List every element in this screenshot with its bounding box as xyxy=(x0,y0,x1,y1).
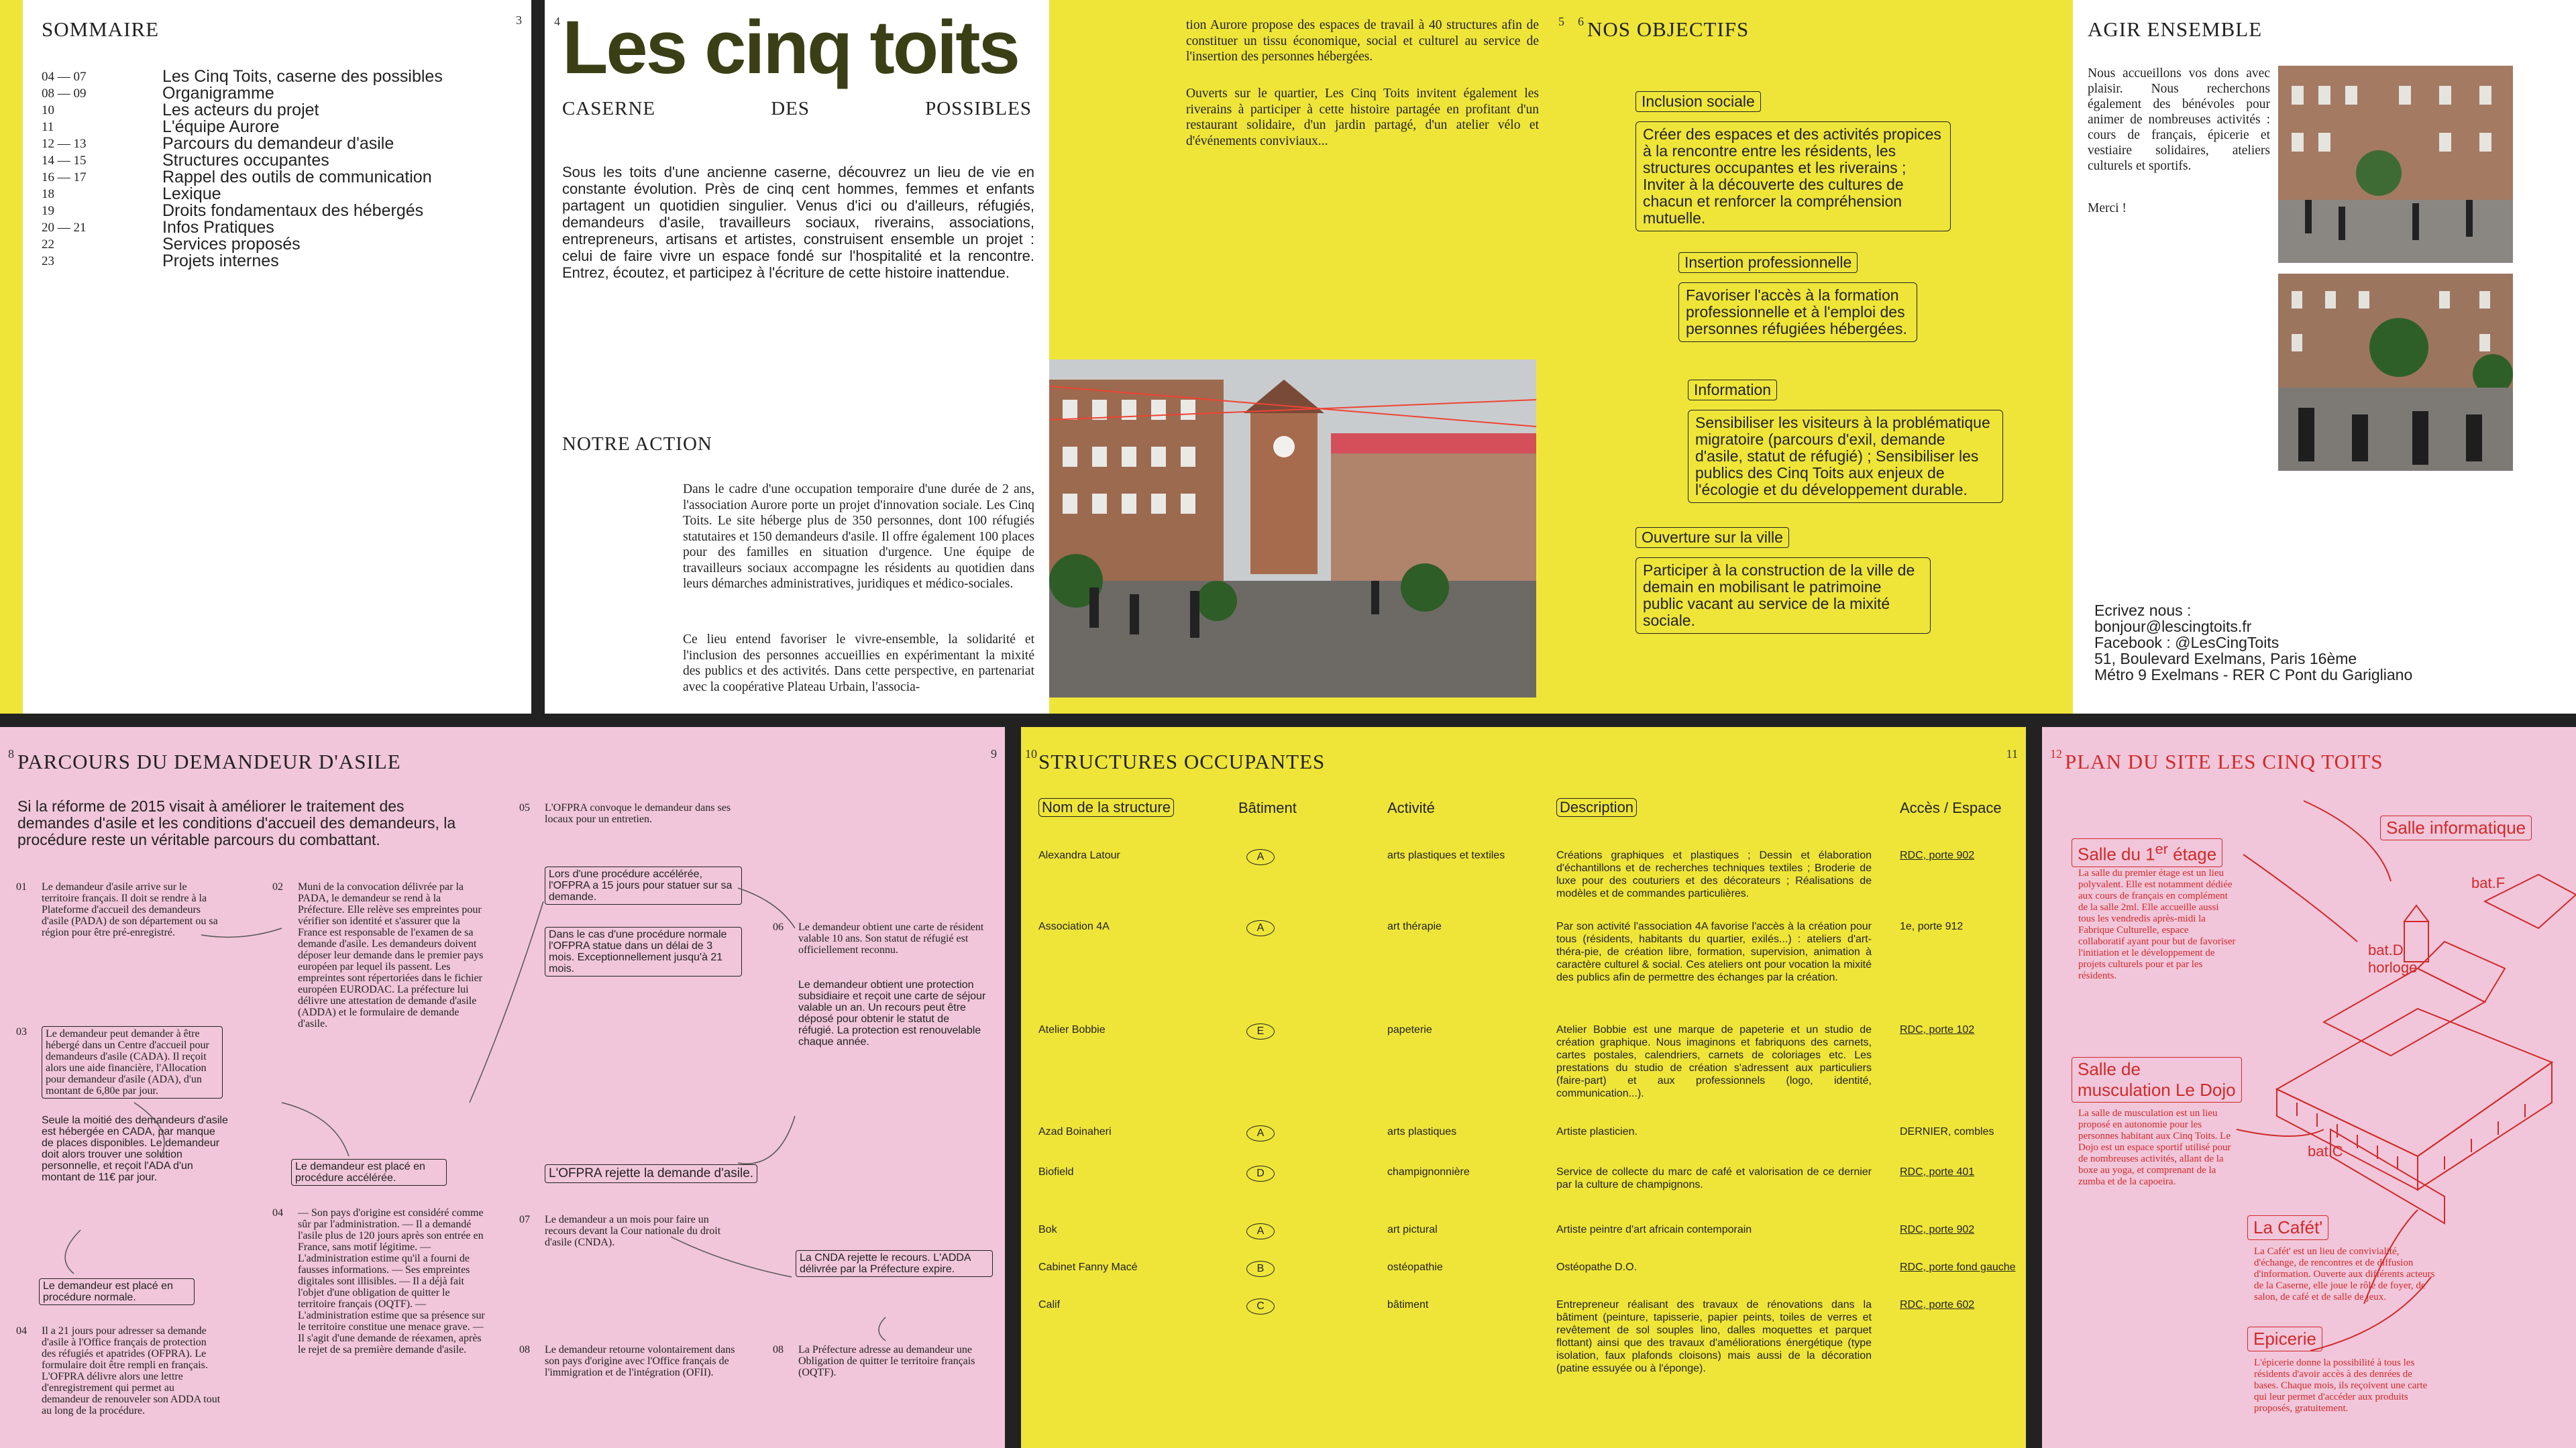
tag-musculation: Salle de musculation Le Dojo xyxy=(2072,1057,2242,1103)
structure-acces: DERNIER, combles xyxy=(1900,1126,1994,1137)
structure-batiment: A xyxy=(1246,1125,1275,1141)
epicerie-text: L'épicerie donne la possibilité à tous les résidents d'avoir accès à des denrées de bases. Chaque mois, ils reçoivent une carte qui leur permet d'accéder aux produits proposés, gratuitement. xyxy=(2254,1357,2428,1414)
toc-label: Organigramme xyxy=(162,84,274,103)
structure-name: Azad Boinaheri xyxy=(1038,1126,1112,1137)
structure-batiment: A xyxy=(1246,920,1275,936)
step-text: Le demandeur a un mois pour faire un recours devant la Cour nationale du droit d'asile (CNDA). xyxy=(545,1214,721,1248)
header-nom: Nom de la structure xyxy=(1038,798,1174,817)
structure-name: Association 4A xyxy=(1038,921,1110,932)
ofpra-rejet: L'OFPRA rejette la demande d'asile. xyxy=(545,1164,757,1183)
structure-activite: ostéopathie xyxy=(1387,1262,1443,1273)
action-paragraph-2: Ce lieu entend favoriser le vivre-ensemble, la solidarité et l'inclusion des personnes accueillies en expérimentant la mixité des publics et des activités. Dans cette perspective, en partenariat avec la coopérative Plateau Urbain, l'associa- xyxy=(683,632,1034,694)
toc-label: Les Cinq Toits, caserne des possibles xyxy=(162,67,443,86)
structure-description: Artiste plasticien. xyxy=(1556,1126,1638,1137)
structure-acces: RDC, porte 902 xyxy=(1900,1224,1975,1235)
step-05: 05 L'OFPRA convoque le demandeur dans ses locaux pour un entretien. xyxy=(519,802,731,825)
structure-acces: 1e, porte 912 xyxy=(1900,921,1964,932)
toc-item[interactable] xyxy=(42,203,511,219)
contact-email[interactable]: bonjour@lescingtoits.fr xyxy=(2094,618,2252,635)
toc-item[interactable] xyxy=(42,102,511,119)
structure-batiment: C xyxy=(1246,1298,1275,1315)
objective-information xyxy=(1688,380,2003,503)
structure-acces: RDC, porte 902 xyxy=(1900,850,1975,861)
page-sommaire xyxy=(0,0,531,714)
structure-name: Cabinet Fanny Macé xyxy=(1038,1262,1138,1273)
agir-text: Nous accueillons vos dons avec plaisir. Nous recherchons également des bénévoles pour animer de nombreuses activités : cours de français, épicerie et vestiaire solidaires, ateliers culturels et sportifs. xyxy=(2088,66,2270,173)
toc-label: Structures occupantes xyxy=(162,151,329,170)
step-03: 03 Le demandeur peut demander à être hébergé dans un Centre d'accueil pour demandeurs d'asile (CADA). Il reçoit alors une aide financière, l'Allocation pour demandeur d'asile (ADA), d'un montant de 6,80e par jour. xyxy=(42,1026,223,1099)
subtitle-word: DES xyxy=(771,98,810,119)
structure-acces: RDC, porte 102 xyxy=(1900,1024,1975,1036)
page-number: 11 xyxy=(2006,747,2018,761)
page-number: 5 xyxy=(1558,15,1564,28)
objective-tag: Inclusion sociale xyxy=(1635,91,1761,112)
structure-batiment: D xyxy=(1246,1166,1275,1182)
objective-text: Sensibiliser les visiteurs à la problématique migratoire (parcours d'exil, demande d'asile, statut de réfugié) ; Sensibiliser les publics des Cinq Toits aux enjeux de l'écologie et du développement durable. xyxy=(1688,410,2003,503)
musculation-text: La salle de musculation est un lieu proposé en autonomie pour les personnes habitant aux Cinq Toits. Le Dojo est un espace sportif utilisé pour de nombreuses activités, allant de la boxe au yoga, et comprenant de la zumba et de la capoeira. xyxy=(2078,1108,2231,1187)
structure-activite: art thérapie xyxy=(1387,921,1442,932)
structure-description: Artiste peintre d'art africain contemporain xyxy=(1556,1224,1752,1235)
header-description: Description xyxy=(1556,798,1637,817)
step-text: Le demandeur retourne volontairement dans son pays d'origine avec l'Office français de l'immigration et de l'intégration (OFII). xyxy=(545,1344,735,1378)
page-cover xyxy=(545,0,1049,714)
toc-page-range: 08 — 09 xyxy=(42,87,87,101)
step-06: 06 Le demandeur obtient une carte de résident valable 10 ans. Son statut de réfugié est officiellement reconnu. xyxy=(773,922,984,956)
toc-item[interactable] xyxy=(42,85,511,102)
step-01: 01 Le demandeur d'asile arrive sur le territoire français. Il doit se rendre à la Plateforme d'accueil des demandeurs d'asile (PADA) de son département ou sa région pour être pré-enregistré. xyxy=(16,881,218,938)
page-plan xyxy=(2042,727,2576,1448)
structure-name: Calif xyxy=(1038,1299,1061,1311)
toc-page-range: 23 xyxy=(42,254,54,268)
toc-label: L'équipe Aurore xyxy=(162,117,280,136)
structure-activite: champignonnière xyxy=(1387,1166,1470,1178)
structure-name: Atelier Bobbie xyxy=(1038,1024,1106,1036)
tag-salle-etage: Salle du 1er étage xyxy=(2072,838,2222,867)
action-title: NOTRE ACTION xyxy=(562,433,712,455)
page-parcours xyxy=(0,727,1005,1448)
procedure-acceleree: Le demandeur est placé en procédure accélérée. xyxy=(291,1159,447,1186)
objective-ouverture xyxy=(1635,527,1931,634)
sommaire-title: SOMMAIRE xyxy=(42,17,160,41)
toc-label: Lexique xyxy=(162,184,221,203)
structure-description: Entrepreneur réalisant des travaux de rénovations dans la bâtiment (peinture, tapisserie, papier peints, toiles de verres et revêtement de sol souples lino, dalles moquettes et parquet flottant) ainsi que des travaux d'améliorations énergétique (type isolation, faux plafonds cloisons) mais aussi de la décoration (patine essuyée ou à l'éponge). xyxy=(1556,1299,1872,1374)
contact-block xyxy=(2094,602,2412,683)
toc-page-range: 20 — 21 xyxy=(42,221,87,235)
agir-title: AGIR ENSEMBLE xyxy=(2088,17,2263,41)
structure-name: Biofield xyxy=(1038,1166,1074,1178)
structure-description: Par son activité l'association 4A favorise l'accès à la création pour tous (résidents, habitants du quartier, exilés...) : ateliers d'art-théra-pie, de création libre, formation, supervision, animation à caractère culturel & social. Ces ateliers ont pour vocation la mixité des publics afin de permettre des échanges par la création. xyxy=(1556,921,1872,983)
step-04a: 04 Il a 21 jours pour adresser sa demande d'asile à l'Office français de protection des réfugiés et apatrides (OFPRA). Le formulaire doit être rempli en français. L'OFPRA délivre alors une lettre d'enregistrement qui permet au demandeur de renouveler son ADDA tout au long de la procédure. xyxy=(16,1325,221,1416)
tag-epicerie: Epicerie xyxy=(2247,1327,2322,1351)
structure-batiment: A xyxy=(1246,1223,1275,1239)
event-photo-1-illustration xyxy=(2278,66,2513,263)
objective-tag: Ouverture sur la ville xyxy=(1635,527,1789,548)
toc-page-range: 16 — 17 xyxy=(42,170,87,184)
toc-label: Les acteurs du projet xyxy=(162,101,319,119)
site-map-drawing xyxy=(2042,727,2576,1448)
page5-paragraph-2: Ouverts sur le quartier, Les Cinq Toits invitent également les riverains à participer à cette histoire partagée en profitant d'un restaurant solidaire, d'un jardin partagé, d'un atelier vélo et d'événements conviviaux... xyxy=(1186,87,1539,148)
step-text: La Préfecture adresse au demandeur une Obligation de quitter le territoire français (OQTF). xyxy=(798,1344,975,1378)
objective-tag: Insertion professionnelle xyxy=(1678,252,1858,273)
salle-etage-text: La salle du premier étage est un lieu polyvalent. Elle est notamment dédiée aux cours de français en complément de la salle 2ml. Elle accueille aussi tous les vendredis après-midi la Fabrique Culturelle, espace collaboratif ayant pour but de favoriser l'initiation et le développement de projets culturels pour et par les résidents. xyxy=(2078,868,2236,981)
procedure-normale: Le demandeur est placé en procédure normale. xyxy=(39,1278,195,1305)
objective-text: Créer des espaces et des activités propices à la rencontre entre les résidents, les structures occupantes et les riverains ; Inviter à la découverte des cultures de chacun et renforcer la compréhension mutuelle. xyxy=(1635,121,1951,231)
structure-acces: RDC, porte 602 xyxy=(1900,1299,1975,1311)
page-number: 12 xyxy=(2050,747,2062,761)
toc-item[interactable] xyxy=(42,68,511,85)
page-agir xyxy=(2073,0,2576,714)
toc-label: Services proposés xyxy=(162,235,301,254)
objective-text: Participer à la construction de la ville de demain en mobilisant le patrimoine public vacant au service de la mixité sociale. xyxy=(1635,557,1931,634)
structure-activite: papeterie xyxy=(1387,1024,1432,1036)
step-08a: 08 Le demandeur retourne volontairement dans son pays d'origine avec l'Office français de l'immigration et de l'intégration (OFII). xyxy=(519,1344,735,1378)
step-text: L'OFPRA convoque le demandeur dans ses locaux pour un entretien. xyxy=(545,802,731,825)
toc-page-range: 11 xyxy=(42,120,54,134)
structure-description: Créations graphiques et plastiques ; Dessin et élaboration d'échantillons et de recherches techniques textiles ; Broderie de luxe pour des couturiers et des décorateurs ; Réalisations de modèles et de commandes particulières. xyxy=(1556,850,1872,899)
structure-acces: RDC, porte 401 xyxy=(1900,1166,1975,1178)
toc-item[interactable] xyxy=(42,152,511,169)
step-text: Le demandeur d'asile arrive sur le territoire français. Il doit se rendre à la Plateforme d'accueil des demandeurs d'asile (PADA) de son département ou sa région pour être pré-enregistré. xyxy=(42,881,218,938)
toc-label: Projets internes xyxy=(162,252,279,270)
event-photo-2 xyxy=(2278,274,2513,471)
contact-facebook[interactable]: Facebook : @LesCingToits xyxy=(2094,634,2279,651)
step-06b: Le demandeur obtient une protection subsidiaire et reçoit une carte de séjour valable un an. Un recours peut être déposé pour obtenir le statut de réfugié. La protection est renouvelable chaque année. xyxy=(798,979,986,1048)
step-03b: Seule la moitié des demandeurs d'asile est hébergée en CADA, par manque de places disponibles. Le demandeur doit alors trouver une solution personnelle, et reçoit l'ADA d'un montant de 11€ par jour. xyxy=(42,1115,228,1183)
structure-name: Bok xyxy=(1038,1224,1057,1235)
toc-item[interactable] xyxy=(42,236,511,253)
structure-acces: RDC, porte fond gauche xyxy=(1900,1262,2016,1273)
courtyard-photo-illustration xyxy=(1049,359,1536,698)
page-number: 9 xyxy=(991,747,997,761)
step-05a: Lors d'une procédure accélérée, l'OFPRA a 15 jours pour statuer sur sa demande. xyxy=(545,867,742,905)
label-bat-f: bat.F xyxy=(2471,875,2506,891)
table-of-contents xyxy=(42,68,511,270)
page-number: 4 xyxy=(554,15,560,28)
toc-item[interactable] xyxy=(42,253,511,270)
structure-name: Alexandra Latour xyxy=(1038,850,1120,861)
header-acces: Accès / Espace xyxy=(1900,799,2002,816)
contact-address: 51, Boulevard Exelmans, Paris 16ème xyxy=(2094,650,2357,667)
structure-batiment: E xyxy=(1246,1023,1275,1040)
structure-description: Service de collecte du marc de café et valorisation de ce dernier par la culture de champignons. xyxy=(1556,1166,1872,1190)
event-photo-1 xyxy=(2278,66,2513,263)
tag-salle-informatique: Salle informatique xyxy=(2380,816,2532,840)
structure-description: Atelier Bobbie est une marque de papeterie et un studio de création graphique. Nous imaginons et fabriquons des carnets, cartes postales, calendriers, carnets de coloriages etc. Les prestations du studio de création s'adressent aux particuliers (faire-part) et aux professionnels (logo, identité, communication...). xyxy=(1556,1024,1872,1099)
step-text: Il a 21 jours pour adresser sa demande d'asile à l'Office français de protection des réfugiés et apatrides (OFPRA). Le formulaire doit être rempli en français. L'OFPRA délivre alors une lettre d'enregistrement qui permet au demandeur de renouveler son ADDA tout au long de la procédure. xyxy=(42,1325,221,1416)
action-paragraph-1: Dans le cadre d'une occupation temporaire d'une durée de 2 ans, l'association Aurore porte un projet d'innovation sociale. Les Cinq Toits. Le site héberge plus de 350 personnes, dont 100 réfugiés statutaires et 150 demandeurs d'asile. Il offre également 100 places pour des familles en situation d'urgence. Une équipe de travailleurs sociaux accompagne les résidents au quotidien dans leurs démarches administratives, juridiques et médico-sociales. xyxy=(683,482,1034,591)
toc-label: Droits fondamentaux des hébergés xyxy=(162,201,424,220)
parcours-intro: Si la réforme de 2015 visait à améliorer le traitement des demandes d'asile et les conditions d'accueil des demandeurs, la procédure reste un véritable parcours du combattant. xyxy=(17,797,456,848)
label-bat-c: bat.C xyxy=(2308,1143,2343,1160)
structure-activite: art pictural xyxy=(1387,1224,1438,1235)
toc-label: Parcours du demandeur d'asile xyxy=(162,134,394,153)
step-05b: Dans le cas d'une procédure normale l'OFPRA statue dans un délai de 3 mois. Exceptionnellement jusqu'à 21 mois. xyxy=(545,927,742,977)
page-number: 10 xyxy=(1025,747,1037,761)
objective-inclusion xyxy=(1635,91,1951,231)
step-08b: 08 La Préfecture adresse au demandeur une Obligation de quitter le territoire français (OQTF). xyxy=(773,1344,975,1378)
label-bat-d: bat.D xyxy=(2368,942,2404,958)
contact-line: Ecrivez nous : xyxy=(2094,602,2192,619)
cover-title: Les cinq toits xyxy=(562,5,1018,89)
step-text: — Son pays d'origine est considéré comme sûr par l'administration. — Il a demandé l'asile plus de 120 jours après son entrée en France, sans motif légitime. — L'administration estime qu'il a fourni de fausses informations. — Ses empreintes digitales sont illisibles. — Il a déjà fait l'objet d'une obligation de quitter le territoire français (OQTF). — L'administration estime que sa présence sur le territoire constitue une menace grave. — Il s'agit d'une demande de réexamen, après le rejet de sa première demande d'asile. xyxy=(298,1207,485,1355)
structures-title: STRUCTURES OCCUPANTES xyxy=(1038,750,1326,773)
toc-item[interactable] xyxy=(42,169,511,186)
agir-merci: Merci ! xyxy=(2088,201,2127,215)
toc-item[interactable] xyxy=(42,186,511,203)
step-02: 02 Muni de la convocation délivrée par la PADA, le demandeur se rend à la Préfecture. Elle relève ses empreintes pour vérifier son identité et s'assurer que la France est responsable de l'examen de sa demande d'asile. Les demandeurs doivent déposer leur demande dans le premier pays européen par lequel ils passent. Les empreintes sont répertoriées dans le fichier européen EURODAC. La préfecture lui délivre une attestation de demande d'asile (ADDA) et le formulaire de demande d'asile. xyxy=(272,881,484,1029)
toc-page-range: 14 — 15 xyxy=(42,154,87,168)
toc-page-range: 19 xyxy=(42,204,54,218)
step-04b: 04 — Son pays d'origine est considéré comme sûr par l'administration. — Il a demandé l'asile plus de 120 jours après son entrée en France, sans motif légitime. — L'administration estime qu'il a fourni de fausses informations. — Ses empreintes digitales sont illisibles. — Il a déjà fait l'objet d'une obligation de quitter le territoire français (OQTF). — L'administration estime que sa présence sur le territoire constitue une menace grave. — Il s'agit d'une demande de réexamen, après le rejet de sa première demande d'asile. xyxy=(272,1207,485,1355)
plan-title: PLAN DU SITE LES CINQ TOITS xyxy=(2065,750,2383,773)
header-activite: Activité xyxy=(1387,799,1435,816)
toc-page-range: 10 xyxy=(42,103,54,117)
page-objectifs xyxy=(1568,0,2073,714)
contact-transport: Métro 9 Exelmans - RER C Pont du Garigliano xyxy=(2094,666,2413,683)
toc-page-range: 12 — 13 xyxy=(42,137,87,151)
courtyard-photo xyxy=(1049,359,1536,698)
tag-cafet: La Cafét' xyxy=(2247,1215,2328,1240)
step-text: Le demandeur obtient une carte de résident valable 10 ans. Son statut de réfugié est officiellement reconnu. xyxy=(798,922,984,956)
toc-item[interactable] xyxy=(42,119,511,135)
label-horloge: horloge xyxy=(2368,959,2418,976)
subtitle-word: POSSIBLES xyxy=(925,98,1032,119)
cafet-text: La Cafét' est un lieu de convivialité, d'échange, de rencontres et de diffusion d'information. Ouverte aux différents acteurs de la Caserne, elle joue le rôle de foyer, de salon, de café et de salle de jeux. xyxy=(2254,1246,2435,1302)
structure-activite: bâtiment xyxy=(1387,1299,1429,1311)
toc-label: Rappel des outils de communication xyxy=(162,168,432,186)
objective-text: Favoriser l'accès à la formation professionnelle et à l'emploi des personnes réfugiées hébergées. xyxy=(1678,282,1917,342)
structure-activite: arts plastiques xyxy=(1387,1126,1457,1137)
objective-tag: Information xyxy=(1688,380,1777,400)
page5-paragraph-1: tion Aurore propose des espaces de travail à 40 structures afin de constituer un tissu économique, social et culturel au service de l'insertion des personnes hébergées. xyxy=(1186,18,1539,64)
toc-item[interactable] xyxy=(42,219,511,236)
step-07: 07 Le demandeur a un mois pour faire un recours devant la Cour nationale du droit d'asile (CNDA). xyxy=(519,1214,721,1248)
structure-batiment: A xyxy=(1246,849,1275,865)
page-number: 8 xyxy=(8,747,14,761)
page-number: 3 xyxy=(516,13,522,27)
structure-activite: arts plastiques et textiles xyxy=(1387,850,1505,861)
toc-label: Infos Pratiques xyxy=(162,218,274,237)
cover-subtitle xyxy=(562,98,1032,120)
structure-batiment: B xyxy=(1246,1261,1275,1277)
event-photo-2-illustration xyxy=(2278,274,2513,471)
page-5 xyxy=(1049,0,1568,714)
header-batiment: Bâtiment xyxy=(1238,799,1297,816)
page-number: 6 xyxy=(1578,15,1584,28)
objectifs-title: NOS OBJECTIFS xyxy=(1587,17,1750,41)
cover-intro: Sous les toits d'une ancienne caserne, découvrez un lieu de vie en constante évolution. Près de cinq cent hommes, femmes et enfants partagent un quotidien singulier. Venus d'ici ou d'ailleurs, réfugiés, demandeurs d'asile, travailleurs sociaux, riverains, associations, entrepreneurs, artisans et artistes, construisent ensemble un projet : celui de faire vivre un espace fondé sur l'hospitalité et la rencontre. Entrez, écoutez, et participez à l'écriture de cette histoire inattendue. xyxy=(562,164,1034,281)
structure-description: Ostéopathe D.O. xyxy=(1556,1262,1638,1273)
parcours-title: PARCOURS DU DEMANDEUR D'ASILE xyxy=(17,750,401,773)
toc-page-range: 04 — 07 xyxy=(42,70,87,84)
toc-item[interactable] xyxy=(42,135,511,152)
page-structures xyxy=(1021,727,2026,1448)
toc-page-range: 22 xyxy=(42,237,54,252)
toc-page-range: 18 xyxy=(42,187,54,201)
subtitle-word: CASERNE xyxy=(562,98,656,119)
step-text: Muni de la convocation délivrée par la PADA, le demandeur se rend à la Préfecture. Elle relève ses empreintes pour vérifier son identité et s'assurer que la France est responsable de l'examen de sa demande d'asile. Les demandeurs doivent déposer leur demande dans le premier pays européen par lequel ils passent. Les empreintes sont répertoriées dans le fichier européen EURODAC. La préfecture lui délivre une attestation de demande d'asile (ADDA) et le formulaire de demande d'asile. xyxy=(298,881,484,1029)
step-text: Le demandeur peut demander à être hébergé dans un Centre d'accueil pour demandeurs d'asile (CADA). Il reçoit alors une aide financière, l'Allocation pour demandeur d'asile (ADA), d'un montant de 6,80e par jour. xyxy=(42,1026,223,1099)
cnda-rejet: La CNDA rejette le recours. L'ADDA délivrée par la Préfecture expire. xyxy=(796,1250,993,1277)
objective-insertion xyxy=(1678,252,1917,342)
